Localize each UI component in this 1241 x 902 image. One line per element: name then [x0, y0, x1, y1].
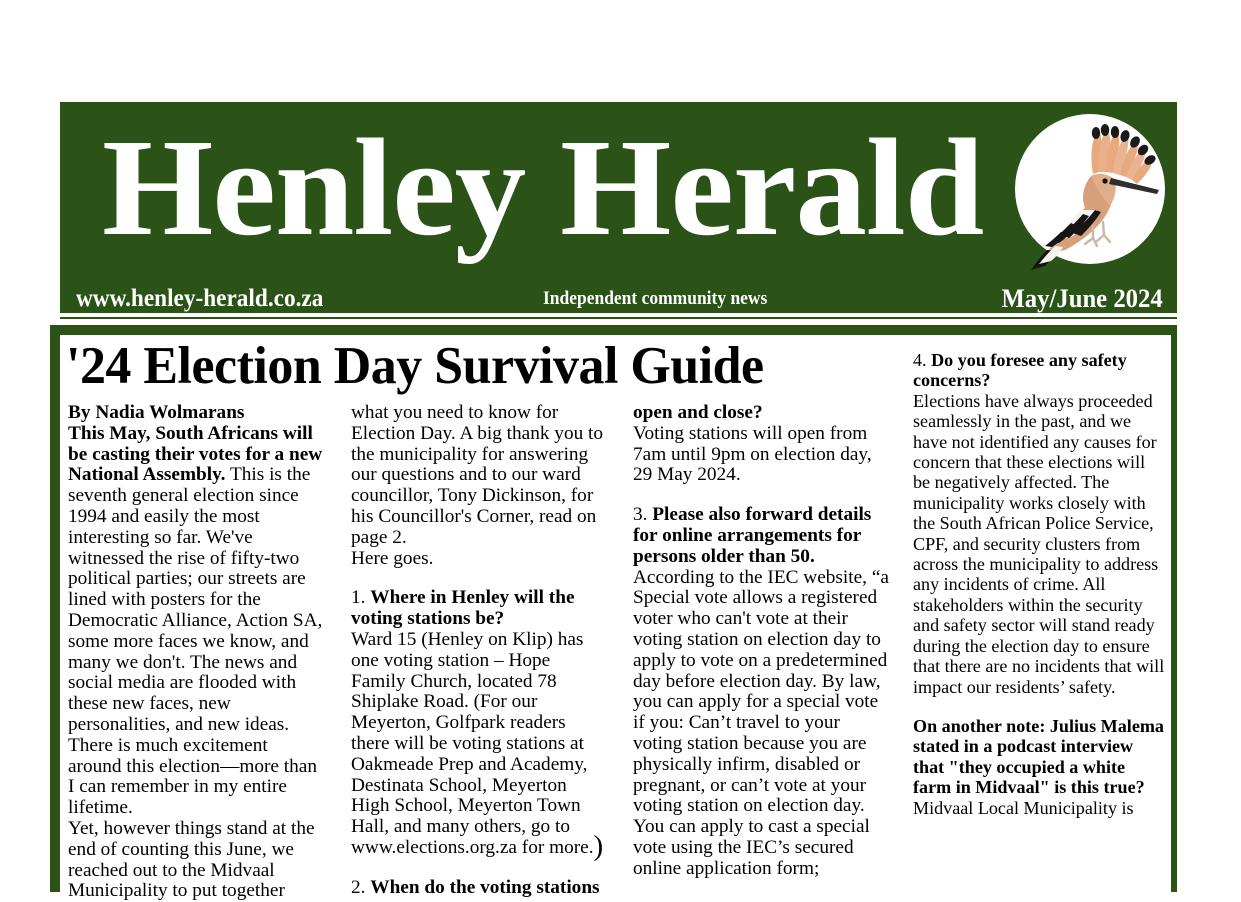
paragraph-continued: what you need to know for Election Day. A big thank you to the municipality for answering our questions and to our ward councillor, Tony Dickinson, for his Councillor's Corner, read on page 2.: [351, 403, 604, 548]
issue-date: May/June 2024: [1001, 284, 1163, 313]
here-goes-line: Here goes.: [351, 547, 434, 569]
question-1-heading: 1. Where in Henley will the voting stations be?: [351, 587, 575, 630]
article-column-3: [633, 403, 891, 880]
large-closing-paren: ): [593, 829, 604, 862]
spacer: [633, 486, 891, 505]
question-2-heading-continued: open and close?: [633, 403, 763, 423]
masthead: [60, 102, 1177, 279]
question-5-answer: Midvaal Local Municipality is: [913, 797, 1134, 818]
website-url[interactable]: www.henley-herald.co.za: [76, 285, 324, 312]
page-border-left: [50, 325, 60, 892]
page-border-top: [50, 325, 1177, 335]
question-4-heading: 4. Do you foresee any safety concerns?: [913, 350, 1127, 391]
article-column-1: [68, 403, 326, 902]
question-3-heading: 3. Please also forward details for online arrangements for persons older than 50.: [633, 504, 872, 567]
spacer: [351, 859, 609, 878]
question-1-answer: Ward 15 (Henley on Klip) has one voting station – Hope Family Church, located 78 Shiplake Road. (For our Meyerton, Golfpark readers there will be voting stations at Oakmeade Prep and Academy, Destinata School, Meyerton High School, Meyerton Town Hall, and many others, go to www.elections.org.za for more.): [351, 628, 604, 862]
article-column-4: [913, 350, 1165, 818]
question-4-answer: Elections have always proceeded seamlessly in the past, and we have not identified any causes for concern that these elections will be negatively affected. The municipality works closely with the South African Police Service, CPF, and security clusters from across the municipality to address any incidents of crime. All stakeholders within the security and safety sector will stand ready during the election day to ensure that there are no incidents that will impact our residents’ safety.: [913, 390, 1165, 697]
lead-paragraph: This May, South Africans will be casting their votes for a new National Assembly. This is the seventh general election since 1994 and easily the most interesting so far. We've witnessed the rise of fifty-two political parties; our streets are lined with posters for the Democratic Alliance, Action SA, some more faces we know, and many we don't. The news and social media are flooded with these new faces, new personalities, and new ideas. There is much excitement around this election—more than I can remember in my entire lifetime.: [68, 422, 323, 819]
article-column-2: [351, 403, 609, 899]
question-2-answer: Voting stations will open from 7am until 9pm on election day, 29 May 2024.: [633, 422, 872, 486]
question-3-answer: According to the IEC website, “a Special vote allows a registered voter who can't vote at their voting station on election day to apply to vote on a predetermined day before election day. By law, you can apply for a special vote if you: Can’t travel to your voting station because you are physically infirm, disabled or pregnant, or can’t vote at your voting station on election day. You can apply to cast a special vote using the IEC’s secured online application form;: [633, 566, 889, 879]
hoopoe-bird-icon: [1007, 110, 1173, 276]
question-2-heading: 2. When do the voting stations: [351, 876, 600, 898]
spacer: [351, 569, 609, 588]
page-border-right: [1171, 325, 1177, 892]
page-title: '24 Election Day Survival Guide: [66, 337, 764, 395]
masthead-title: Henley Herald: [102, 111, 984, 265]
question-5-heading: On another note: Julius Malema stated in a podcast interview that "they occupied a white farm in Midvaal" is this true?: [913, 715, 1164, 798]
nameplate-rule: [60, 313, 1177, 317]
tagline: Independent community news: [543, 288, 768, 309]
paragraph-2: Yet, however things stand at the end of counting this June, we reached out to the Midvaal Municipality to put together: [68, 817, 315, 902]
byline: By Nadia Wolmarans: [68, 403, 245, 423]
spacer: [913, 697, 1165, 716]
